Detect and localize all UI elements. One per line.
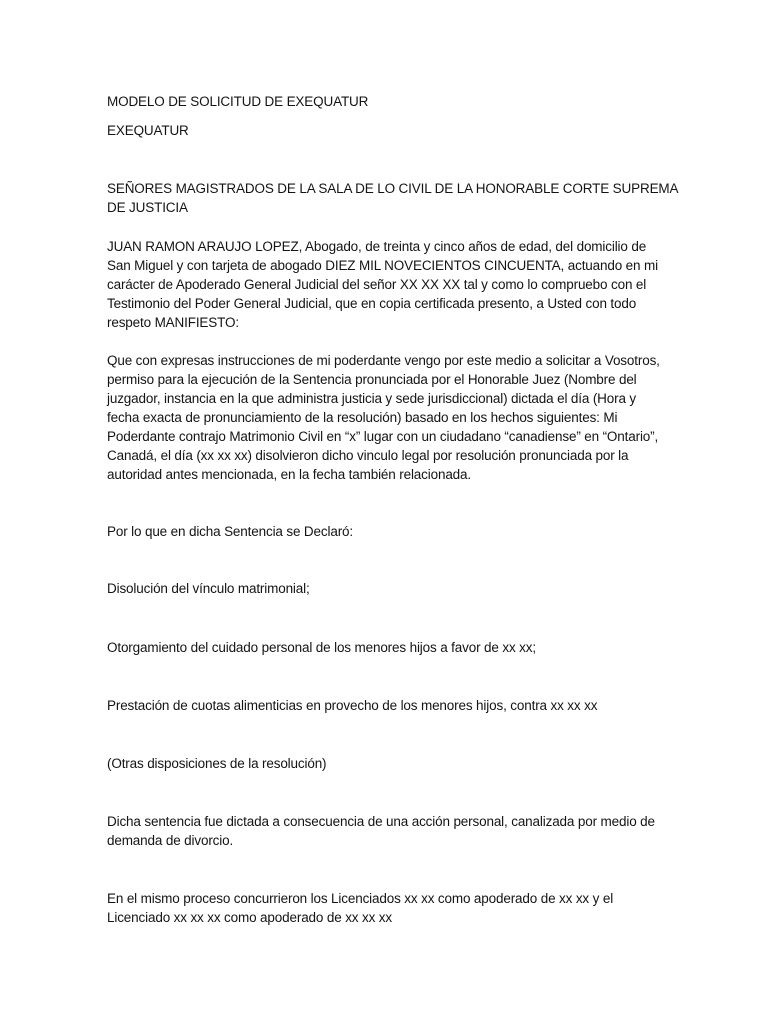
paragraph-declaration: Por lo que en dicha Sentencia se Declaró: <box>107 524 354 539</box>
paragraph-other-dispositions: (Otras disposiciones de la resolución) <box>107 756 327 771</box>
document-heading: MODELO DE SOLICITUD DE EXEQUATUR <box>107 94 369 109</box>
paragraph-alimony: Prestación de cuotas alimenticias en provecho de los menores hijos, contra xx xx xx <box>107 698 598 713</box>
paragraph-action: Dicha sentencia fue dictada a consecuencia de una acción personal, canalizada por medio de demanda de divorcio. <box>107 814 655 848</box>
paragraph-intro: JUAN RAMON ARAUJO LOPEZ, Abogado, de treinta y cinco años de edad, del domicilio de San Miguel y con tarjeta de abogado DIEZ MIL NOVECIENTOS CINCUENTA, actuando en mi carácter de Apoderado General Judicial del señor XX XX XX tal y como lo compruebo con el Testimonio del Poder General Judicial, que en copia certificada presento, a Usted con todo respeto MANIFIESTO: <box>107 239 658 330</box>
paragraph-dissolution: Disolución del vínculo matrimonial; <box>107 581 310 596</box>
paragraph-attorneys: En el mismo proceso concurrieron los Licenciados xx xx como apoderado de xx xx y el Licenciado xx xx xx como apoderado de xx xx xx <box>107 891 614 925</box>
paragraph-custody: Otorgamiento del cuidado personal de los menores hijos a favor de xx xx; <box>107 640 536 655</box>
paragraph-request: Que con expresas instrucciones de mi poderdante vengo por este medio a solicitar a Vosotros, permiso para la ejecución de la Sentencia pronunciada por el Honorable Juez (Nombre del juzgador, instancia en la que administra justicia y sede jurisdiccional) dictada el día (Hora y fecha exacta de pronunciamiento de la resolución) basado en los hechos siguientes: Mi Poderdante contrajo Matrimonio Civil en “x” lugar con un ciudadano “canadiense” en “Ontario”, Canadá, el día (xx xx xx) disolvieron dicho vinculo legal por resolución pronunciada por la autoridad antes mencionada, en la fecha también relacionada. <box>107 353 660 482</box>
document-subheading: EXEQUATUR <box>107 123 189 138</box>
addressee-line: SEÑORES MAGISTRADOS DE LA SALA DE LO CIVIL DE LA HONORABLE CORTE SUPREMA DE JUSTICIA <box>107 181 678 215</box>
